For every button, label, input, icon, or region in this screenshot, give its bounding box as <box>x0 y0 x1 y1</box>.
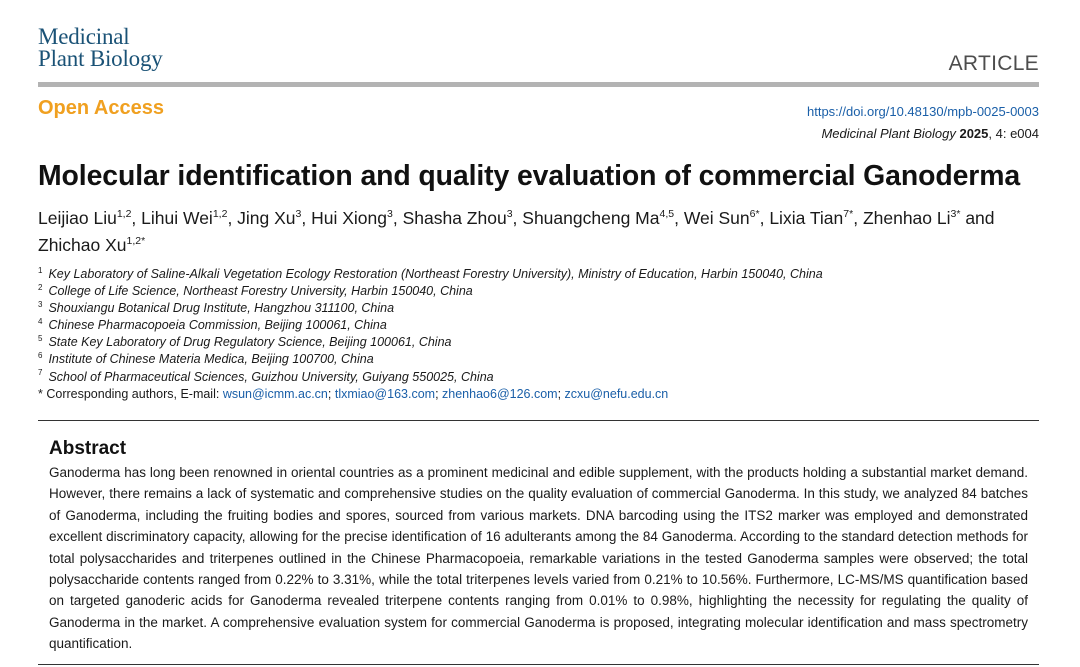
author-list: Leijiao Liu$^{1,2}$, Lihui Wei$^{1,2}$, Jing Xu$^3$, Hui Xiong$^3$, Shasha Zhou$^3$, Shuangcheng Ma$^{4,5}$, Wei Sun$^{6*}$, Lixia Tian$^{7*}$, Zhenhao $Li^{3*}$ and Zhichao $Xu^{1,2*}$ <box>38 208 995 255</box>
affiliation-number: 5 <box>38 334 43 344</box>
author-affil-ref: 1,2 <box>212 208 228 221</box>
author-name: Shuangcheng Ma <box>522 208 660 228</box>
article-type-label: ARTICLE <box>948 52 1039 75</box>
affiliation-item <box>38 334 1042 351</box>
paper-title: Molecular identification and quality evaluation of commercial Ganoderma <box>38 160 1021 192</box>
affiliation-number: 1 <box>38 265 43 275</box>
affiliation-item <box>38 369 1042 386</box>
affiliation-number: 6 <box>38 351 43 361</box>
corresponding-label: * Corresponding authors, E-mail: <box>38 386 223 401</box>
author-name: Lihui Wei <box>141 208 213 228</box>
abstract-top-divider <box>38 420 1039 421</box>
affiliation-text: Shouxiangu Botanical Drug Institute, Hangzhou 311100, China <box>48 301 395 316</box>
author-name: Zhenhao Li <box>862 208 951 228</box>
citation-journal: Medicinal Plant Biology <box>821 126 956 141</box>
corresponding-authors: * Corresponding authors, E-mail: wsun@icmm.ac.cn; tlxmiao@163.com; zhenhao6@126.com; zcxu@nefu.edu.cn <box>38 386 669 401</box>
author-affil-ref: 4,5 <box>659 208 675 221</box>
email-link[interactable]: zhenhao6@126.com <box>442 386 558 401</box>
author-affil-ref: 7* <box>843 208 854 221</box>
affiliation-text: College of Life Science, Northeast Forestry University, Harbin 150040, China <box>48 284 473 299</box>
affiliation-item <box>38 351 1042 368</box>
abstract-text: Ganoderma has long been renowned in oriental countries as a prominent medicinal and edible supplement, with the products holding a substantial market demand. However, there remains a lack of systematic and comprehensive studies on the quality evaluation of commercial Ganoderma. In this study, we analyzed 84 batches of Ganoderma, including the fruiting bodies and spores, sourced from various markets. DNA barcoding using the ITS2 marker was employed and demonstrated excellent discriminatory capacity, allowing for the precise identification of 16 adulterants among the 84 Ganoderma. According to the standard detection methods for total polysaccharides and triterpenes outlined in the Chinese Pharmacopoeia, remarkable variations in the tested Ganoderma samples were observed; the total polysaccharide contents ranged from 0.22% to 3.31%, while the total triterpenes levels varied from 0.21% to 10.56%. Furthermore, LC-MS/MS quantification based on targeted ganoderic acids for Ganoderma revealed triterpene contents ranging from 0.01% to 0.98%, highlighting the necessity for regulating the quality of Ganoderma in the market. A comprehensive evaluation system for commercial Ganoderma is proposed, integrating molecular identification and mass spectrometry quantification. <box>49 465 1028 652</box>
open-access-label: Open Access <box>38 97 164 119</box>
affiliation-text: Key Laboratory of Saline-Alkali Vegetation Ecology Restoration (Northeast Forestry University), Ministry of Education, Harbin 150040, China <box>48 267 823 281</box>
affiliation-number: 4 <box>38 317 43 327</box>
affiliation-list <box>38 266 1042 403</box>
citation-line <box>821 126 1039 141</box>
email-link[interactable]: tlxmiao@163.com <box>334 386 436 401</box>
affiliation-item <box>38 266 1042 283</box>
author-name: Leijiao Liu <box>38 208 117 228</box>
affiliation-number: 2 <box>38 282 43 292</box>
citation-year: 2025 <box>959 126 989 141</box>
journal-logo <box>38 26 163 70</box>
affiliation-text: School of Pharmaceutical Sciences, Guizhou University, Guiyang 550025, China <box>48 369 494 384</box>
affiliation-text: State Key Laboratory of Drug Regulatory Science, Beijing 100061, China <box>48 335 452 350</box>
affiliation-text: Institute of Chinese Materia Medica, Beijing 100700, China <box>48 352 374 367</box>
citation-volume: , 4: e004 <box>988 126 1039 141</box>
author-affil-ref: 1,2* <box>126 235 146 248</box>
affiliation-number: 3 <box>38 300 43 310</box>
author-name: Lixia Tian <box>769 208 844 228</box>
author-name: Wei Sun <box>683 208 750 228</box>
affiliation-text: Chinese Pharmacopoeia Commission, Beijing 100061, China <box>48 318 387 333</box>
affiliation-item <box>38 283 1042 300</box>
header-divider <box>38 82 1039 87</box>
affiliation-item <box>38 317 1042 334</box>
author-affil-ref: 3 <box>387 208 393 221</box>
author-affil-ref: 3* <box>950 208 961 221</box>
author-affil-ref: 1,2 <box>116 208 132 221</box>
author-name: Hui Xiong <box>311 208 388 228</box>
journal-name-line1: Medicinal <box>38 24 130 49</box>
author-name: Shasha Zhou <box>402 208 507 228</box>
journal-name-line2: Plant Biology <box>38 46 163 71</box>
author-name: Zhichao Xu <box>38 235 127 255</box>
doi-link[interactable]: https://doi.org/10.48130/mpb-0025-0003 <box>806 104 1039 119</box>
author-affil-ref: 3 <box>506 208 513 221</box>
affiliation-number: 7 <box>38 368 43 378</box>
abstract-bottom-divider <box>38 664 1039 665</box>
author-affil-ref: 3 <box>295 208 302 221</box>
author-name: Jing Xu <box>237 208 296 228</box>
email-link[interactable]: wsun@icmm.ac.cn <box>222 386 328 401</box>
author-conjunction: and <box>965 208 995 228</box>
author-affil-ref: 6* <box>749 208 760 221</box>
email-link[interactable]: zcxu@nefu.edu.cn <box>564 386 669 401</box>
abstract-heading: Abstract <box>49 438 127 459</box>
affiliation-item <box>38 300 1042 317</box>
